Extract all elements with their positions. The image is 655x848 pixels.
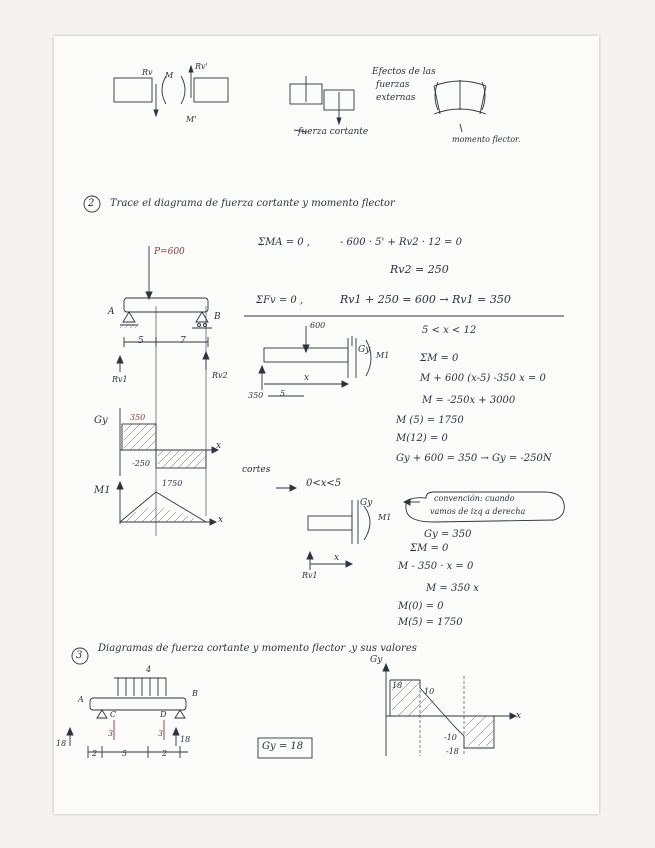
distributed-load-label: 4 bbox=[146, 665, 152, 674]
problem-2-title: Trace el diagrama de fuerza cortante y momento flector bbox=[110, 198, 395, 209]
shear-axis-label: Gy bbox=[94, 415, 108, 426]
eq-sum-m1: ΣM = 0 bbox=[420, 353, 459, 364]
fbd2-m1: M1 bbox=[378, 513, 392, 522]
problem-2-fbd-right bbox=[244, 316, 564, 396]
handwritten-sketches bbox=[54, 36, 599, 814]
eq-m1: M + 600 (x-5) -350 x = 0 bbox=[420, 373, 546, 384]
p3-point-c: C bbox=[110, 710, 117, 719]
p3-dim-2-right: 2 bbox=[162, 749, 168, 758]
p3-shear-axis: Gy bbox=[370, 655, 383, 665]
support-a-label: A bbox=[108, 307, 115, 317]
p3-value-minus-10: -10 bbox=[444, 733, 457, 742]
fbd1-load-600: 600 bbox=[310, 321, 326, 330]
fuerza-cortante-label: fuerza cortante bbox=[298, 127, 369, 137]
eq-m1b: M = -250x + 3000 bbox=[422, 395, 516, 406]
problem-3-title: Diagramas de fuerza cortante y momento flector ,y sus valores bbox=[98, 643, 417, 654]
fbd2-x: x bbox=[334, 553, 340, 563]
load-label: P=600 bbox=[154, 247, 185, 257]
shear-value-minus-250: -250 bbox=[132, 459, 150, 468]
convention-note-2: vamos de izq a derecha bbox=[430, 507, 526, 516]
fbd1-reaction-350: 350 bbox=[248, 391, 264, 400]
eq-m12: M(12) = 0 bbox=[396, 433, 448, 444]
m-label-right: M' bbox=[186, 115, 197, 124]
rv2-label: Rv2 bbox=[212, 371, 228, 380]
fbd2-gy: Gy bbox=[360, 498, 373, 508]
dimension-7: 7 bbox=[180, 336, 186, 346]
eq-m5b: M(5) = 1750 bbox=[398, 617, 463, 628]
p3-point-d: D bbox=[160, 710, 167, 719]
eq-m0: M(0) = 0 bbox=[398, 601, 444, 612]
problem-3-number: 3 bbox=[76, 650, 83, 661]
p3-dim-5: 5 bbox=[122, 749, 128, 758]
efectos-line-3: externas bbox=[376, 93, 416, 103]
shear-x-label: x bbox=[216, 441, 222, 451]
dimension-5: 5 bbox=[138, 336, 144, 346]
fbd1-x: x bbox=[304, 373, 310, 383]
eq-gy-350: Gy = 350 bbox=[424, 529, 472, 540]
p3-support-a: A bbox=[78, 695, 84, 704]
shear-effect-sketch bbox=[290, 76, 354, 132]
p3-reaction-left: 18 bbox=[56, 739, 67, 748]
rv-label-left: Rv bbox=[142, 68, 153, 77]
rv-label-right: Rv' bbox=[195, 62, 208, 71]
fbd1-m1: M1 bbox=[376, 351, 390, 360]
p3-red-3-left: 3 bbox=[108, 729, 114, 738]
p3-dim-2-left: 2 bbox=[92, 749, 98, 758]
support-b-label: B bbox=[214, 312, 221, 322]
eq-m2b: M = 350 x bbox=[426, 583, 479, 594]
range-0-5: 0<x<5 bbox=[306, 478, 342, 489]
eq-m2: M - 350 · x = 0 bbox=[398, 561, 474, 572]
eq-gy-negative: Gy + 600 = 350 → Gy = -250N bbox=[396, 453, 552, 464]
p3-value-minus-18: -18 bbox=[446, 747, 459, 756]
p3-reaction-right: 18 bbox=[180, 735, 191, 744]
p3-support-b: B bbox=[192, 689, 198, 698]
eq-sum-fv: ΣFv = 0 , bbox=[256, 295, 304, 306]
eq-sum-m2: ΣM = 0 bbox=[410, 543, 449, 554]
m-label-left: M bbox=[165, 71, 174, 80]
convention-note-1: convención: cuando bbox=[434, 494, 515, 503]
shear-value-350: 350 bbox=[130, 413, 146, 422]
moment-x-label: x bbox=[218, 515, 224, 525]
range-5-12: 5 < x < 12 bbox=[422, 325, 477, 336]
eq-m5: M (5) = 1750 bbox=[396, 415, 464, 426]
efectos-line-1: Efectos de las bbox=[372, 67, 436, 77]
p3-value-10: 10 bbox=[424, 687, 435, 696]
problem-2-moment-diagram bbox=[117, 479, 216, 525]
fbd1-dim-5: 5 bbox=[280, 389, 286, 398]
eq-ma: - 600 · 5' + Rv2 · 12 = 0 bbox=[340, 237, 462, 248]
moment-axis-label: M1 bbox=[94, 485, 111, 496]
moment-value-1750: 1750 bbox=[162, 479, 183, 488]
p3-red-3-right: 3 bbox=[158, 729, 164, 738]
momento-flector-label: momento flector. bbox=[452, 135, 521, 144]
eq-rv2: Rv2 = 250 bbox=[390, 263, 449, 276]
p3-value-18: 18 bbox=[392, 681, 403, 690]
problem-3-shear-diagram bbox=[383, 664, 516, 756]
notebook-page bbox=[54, 36, 599, 814]
fbd2-rv1: Rv1 bbox=[302, 571, 318, 580]
rv1-label: Rv1 bbox=[112, 375, 128, 384]
bending-effect-sketch bbox=[434, 80, 486, 132]
p3-x-axis: x bbox=[516, 711, 522, 721]
eq-fv: Rv1 + 250 = 600 → Rv1 = 350 bbox=[340, 293, 511, 306]
eq-sum-ma: ΣMA = 0 , bbox=[258, 237, 310, 248]
problem-2-fbd-left bbox=[276, 485, 564, 570]
fbd1-gy: Gy bbox=[358, 345, 371, 355]
efectos-line-2: fuerzas bbox=[376, 80, 410, 90]
problem-2-number: 2 bbox=[88, 198, 95, 209]
p3-boxed-result: Gy = 18 bbox=[262, 741, 304, 752]
cortes-label: cortes bbox=[242, 465, 271, 475]
